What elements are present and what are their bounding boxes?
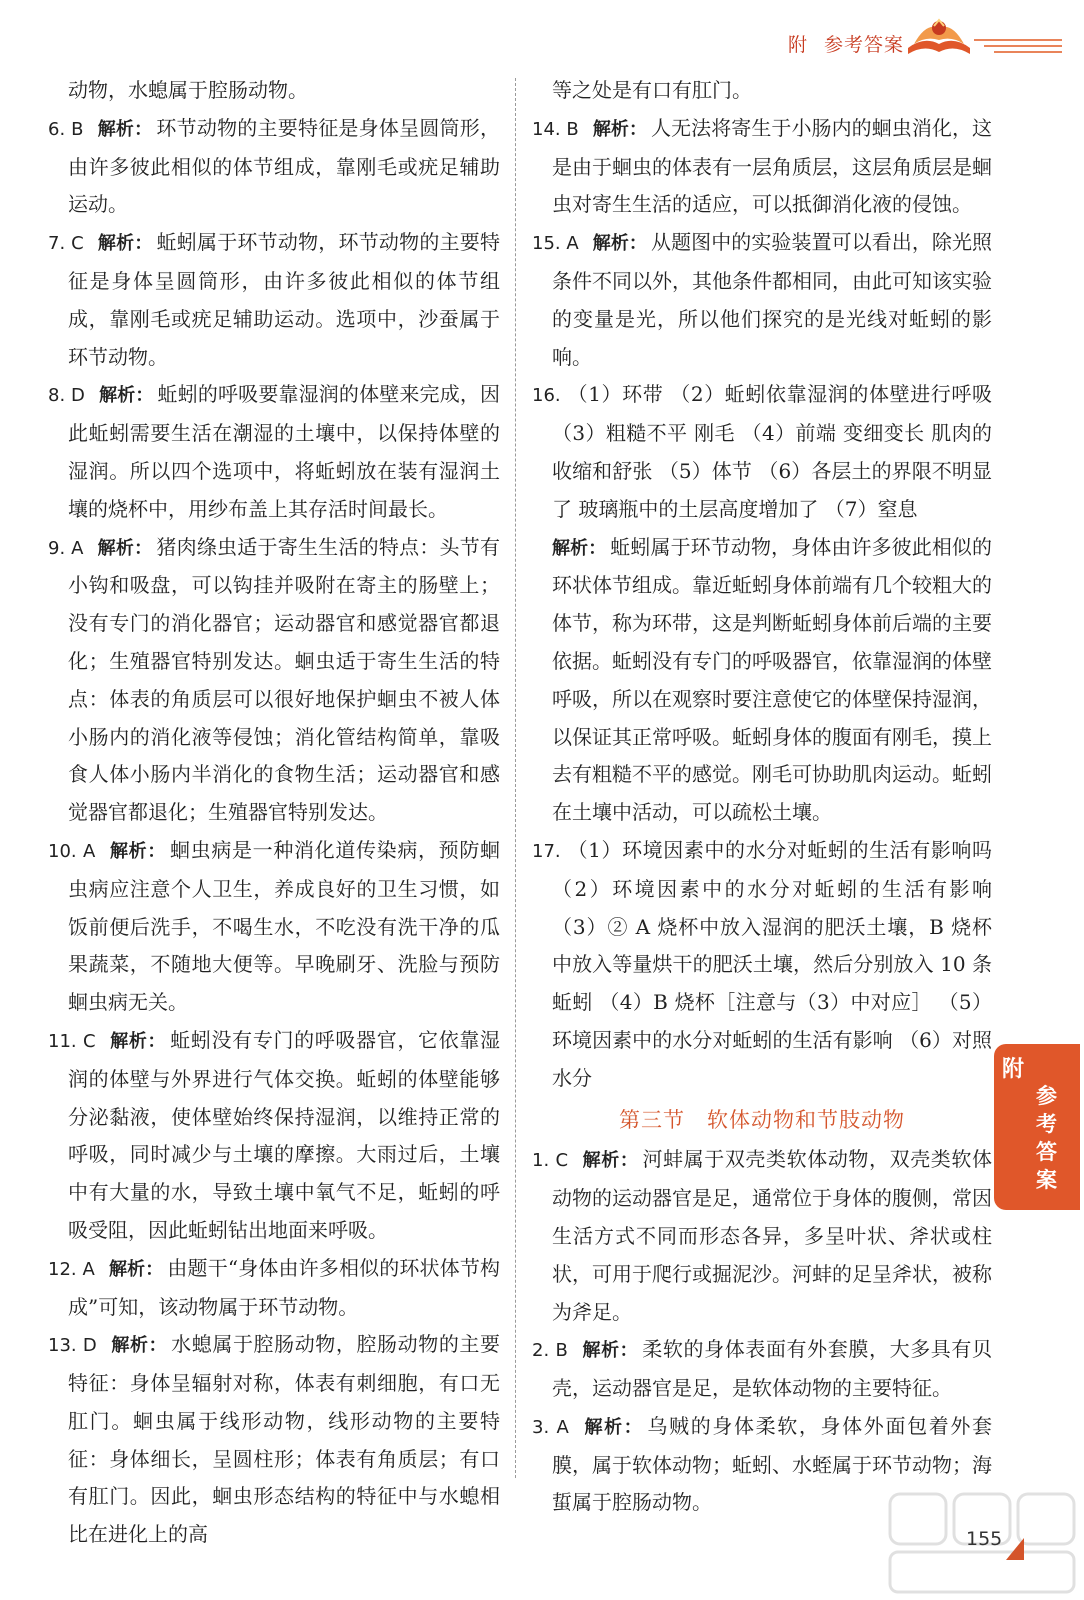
answer-item	[48, 1250, 500, 1327]
header-fu: 附	[787, 34, 808, 56]
page-header	[0, 0, 1084, 64]
answer-text: 蚯蚓属于环节动物，身体由许多彼此相似的环状体节组成。靠近蚯蚓身体前端有几个较粗大的体节，称为环带，这是判断蚯蚓身体前后端的主要依据。蚯蚓没有专门的呼吸器官，依靠湿润的体壁呼吸，所以在观察时要注意使它的体壁保持湿润，以保证其正常呼吸。蚯蚓身体的腹面有刚毛，摸上去有粗糙不平的感觉。刚毛可协助肌肉运动。蚯蚓在土壤中活动，可以疏松土壤。	[552, 534, 993, 825]
answer-item	[532, 110, 992, 224]
answer-text: 乌贼的身体柔软，身体外面包着外套膜，属于软体动物；蚯蚓、水蛭属于环节动物；海蜇属于腔肠动物。	[552, 1413, 993, 1515]
book-logo-icon	[904, 14, 974, 60]
answer-item	[48, 110, 500, 224]
explanation-label: 解析：	[109, 1030, 167, 1052]
answer-number: 2. B	[532, 1340, 568, 1362]
answer-number: 8. D	[48, 385, 85, 407]
explanation-label: 解析：	[109, 840, 166, 862]
answer-number: 10. A	[48, 840, 96, 862]
answer-text: 等之处是有口有肛门。	[552, 78, 752, 102]
side-tab-fu: 附	[1002, 1057, 1025, 1082]
answer-number: 1. C	[532, 1150, 569, 1172]
continued-text	[48, 72, 500, 110]
header-title	[788, 30, 904, 57]
answer-text: 河蚌属于双壳类软体动物，双壳类软体动物的运动器官是足，通常位于身体的腹侧，常因生活方式不同而形态各异，多呈叶状、斧状或柱状，可用于爬行或掘泥沙。河蚌的足呈斧状，被称为斧足。	[552, 1147, 993, 1324]
explanation-label: 解析：	[98, 385, 154, 407]
answer-item	[532, 224, 992, 376]
answer-text: （1）环境因素中的水分对蚯蚓的生活有影响吗 （2）环境因素中的水分对蚯蚓的生活有影响 （3）② A 烧杯中放入湿润的肥沃土壤，B 烧杯中放入等量烘干的肥沃土壤，然后分别放入 10 条蚯蚓 （4）B 烧杯［注意与（3）中对应］ （5）环境因素中的水分对蚯蚓的生活有影响 （6）对照 水分	[552, 837, 992, 1090]
answer-text: 动物，水螅属于腔肠动物。	[68, 78, 308, 102]
explanation-label: 解析：	[97, 537, 153, 559]
explanation-label: 解析：	[592, 233, 647, 255]
page-number: 155	[966, 1528, 1003, 1550]
explanation-label: 解析：	[592, 118, 648, 140]
page-corner-mark	[1004, 1536, 1026, 1562]
section-number: 第三节	[619, 1107, 685, 1132]
answer-number: 13. D	[48, 1335, 97, 1357]
answer-item	[532, 1331, 992, 1408]
answer-number: 17.	[532, 840, 561, 862]
answer-text: 柔软的身体表面有外套膜，大多具有贝壳，运动器官是足，是软体动物的主要特征。	[552, 1337, 993, 1401]
section-heading	[532, 1102, 992, 1140]
side-tab	[994, 1044, 1080, 1210]
answer-number: 6. B	[48, 118, 84, 140]
answer-item	[48, 832, 500, 1022]
answer-item	[48, 529, 500, 832]
right-column	[532, 72, 992, 1522]
answer-item	[48, 224, 500, 376]
explanation-label: 解析：	[97, 233, 153, 255]
column-divider	[515, 78, 516, 1478]
explanation-label: 解析：	[552, 537, 607, 559]
explanation-label: 解析：	[581, 1340, 639, 1362]
continued-text	[532, 72, 992, 110]
answer-text: 蚯蚓没有专门的呼吸器官，它依靠湿润的体壁与外界进行气体交换。蚯蚓的体壁能够分泌黏液，使体壁始终保持湿润，以维持正常的呼吸，同时减少与土壤的摩擦。大雨过后，土壤中有大量的水，导致土壤中氧气不足，蚯蚓的呼吸受阻，因此蚯蚓钻出地面来呼吸。	[68, 1027, 501, 1242]
answer-item	[48, 376, 500, 528]
answer-text: 蚯蚓属于环节动物，环节动物的主要特征是身体呈圆筒形，由许多彼此相似的体节组成，靠刚毛或疣足辅助运动。选项中，沙蚕属于环节动物。	[68, 230, 501, 369]
answer-text: 从题图中的实验装置可以看出，除光照条件不同以外，其他条件都相同，由此可知该实验的变量是光，所以他们探究的是光线对蚯蚓的影响。	[552, 230, 993, 369]
answer-number: 9. A	[48, 537, 84, 559]
explanation-label: 解析：	[97, 118, 153, 140]
answer-number: 11. C	[48, 1030, 96, 1052]
explanation-block	[532, 529, 992, 832]
header-answer-label: 参考答案	[823, 34, 904, 56]
answer-item	[48, 1022, 500, 1250]
answer-number: 7. C	[48, 233, 84, 255]
answer-number: 15. A	[532, 233, 579, 255]
answer-text: 蚯蚓的呼吸要靠湿润的体壁来完成，因此蚯蚓需要生活在潮湿的土壤中，以保持体壁的湿润。所以四个选项中，将蚯蚓放在装有湿润土壤的烧杯中，用纱布盖上其存活时间最长。	[68, 382, 501, 521]
explanation-label: 解析：	[582, 1150, 639, 1172]
answer-item	[532, 832, 992, 1098]
answer-text: （1）环带 （2）蚯蚓依靠湿润的体壁进行呼吸 （3）粗糙不平 刚毛 （4）前端 变细变长 肌肉的收缩和舒张 （5）体节 （6）各层土的界限不明显了 玻璃瓶中的土层高度增加了 （7）窒息	[552, 382, 993, 521]
answer-item	[532, 1141, 992, 1331]
answer-number: 3. A	[532, 1416, 569, 1438]
answer-number: 12. A	[48, 1258, 95, 1280]
explanation-label: 解析：	[110, 1335, 168, 1357]
answer-text: 蛔虫病是一种消化道传染病，预防蛔虫病应注意个人卫生，养成良好的卫生习惯，如饭前便后洗手，不喝生水，不吃没有洗干净的瓜果蔬菜，不随地大便等。早晚刷牙、洗脸与预防蛔虫病无关。	[68, 837, 500, 1015]
answer-item	[48, 1326, 500, 1554]
answer-text: 猪肉绦虫适于寄生生活的特点：头节有小钩和吸盘，可以钩挂并吸附在寄主的肠壁上；没有专门的消化器官；运动器官和感觉器官都退化；生殖器官特别发达。蛔虫适于寄生生活的特点：体表的角质层可以很好地保护蛔虫不被人体小肠内的消化液等侵蚀；消化管结构简单，靠吸食人体小肠内半消化的食物生活；运动器官和感觉器官都退化；生殖器官特别发达。	[68, 534, 501, 825]
explanation-label: 解析：	[582, 1416, 644, 1438]
explanation-label: 解析：	[108, 1258, 164, 1280]
answer-text: 人无法将寄生于小肠内的蛔虫消化，这是由于蛔虫的体表有一层角质层，这层角质层是蛔虫对寄生生活的适应，可以抵御消化液的侵蚀。	[552, 115, 993, 217]
answer-number: 16.	[532, 385, 561, 407]
answer-text: 水螅属于腔肠动物，腔肠动物的主要特征：身体呈辐射对称，体表有刺细胞，有口无肛门。蛔虫属于线形动物，线形动物的主要特征：身体细长，呈圆柱形；体表有角质层；有口有肛门。因此，蛔虫形态结构的特征中与水螅相比在进化上的高	[68, 1332, 501, 1547]
section-title: 软体动物和节肢动物	[707, 1107, 905, 1132]
answer-text: 由题干“身体由许多相似的环状体节构成”可知，该动物属于环节动物。	[68, 1255, 500, 1319]
answer-item	[532, 376, 992, 528]
side-tab-label: 参考答案	[1036, 1084, 1057, 1192]
answer-text: 环节动物的主要特征是身体呈圆筒形，由许多彼此相似的体节组成，靠刚毛或疣足辅助运动。	[68, 115, 501, 217]
answer-number: 14. B	[532, 118, 579, 140]
left-column	[48, 72, 500, 1554]
header-decoration-lines	[974, 36, 1064, 56]
